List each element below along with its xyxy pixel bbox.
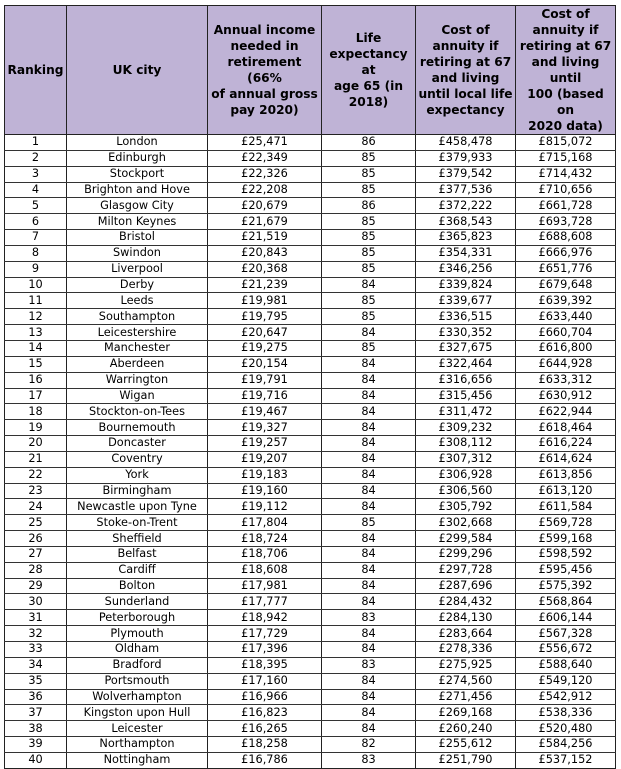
- cell-annual-income: £18,706: [208, 546, 322, 562]
- cell-ranking: 31: [5, 610, 67, 626]
- cell-annuity-100: £651,776: [516, 261, 616, 277]
- cell-annuity-local: £306,560: [416, 483, 516, 499]
- cell-life-expectancy: 84: [322, 325, 416, 341]
- cell-annual-income: £16,265: [208, 721, 322, 737]
- cell-uk-city: Aberdeen: [67, 356, 208, 372]
- retirement-table-wrapper: [4, 5, 616, 769]
- cell-annuity-local: £377,536: [416, 182, 516, 198]
- cell-life-expectancy: 85: [322, 245, 416, 261]
- cell-uk-city: Brighton and Hove: [67, 182, 208, 198]
- cell-annuity-local: £278,336: [416, 642, 516, 658]
- cell-annuity-100: £611,584: [516, 499, 616, 515]
- cell-annual-income: £20,368: [208, 261, 322, 277]
- cell-annual-income: £17,981: [208, 578, 322, 594]
- cell-life-expectancy: 84: [322, 626, 416, 642]
- cell-life-expectancy: 85: [322, 150, 416, 166]
- table-row: [5, 721, 616, 737]
- cell-ranking: 4: [5, 182, 67, 198]
- cell-annuity-local: £372,222: [416, 198, 516, 214]
- table-row: [5, 752, 616, 768]
- cell-ranking: 16: [5, 372, 67, 388]
- table-row: [5, 420, 616, 436]
- cell-ranking: 30: [5, 594, 67, 610]
- cell-ranking: 10: [5, 277, 67, 293]
- header-annuity-local: Cost of annuity if retiring at 67 and living until local life expectancy: [416, 6, 516, 135]
- cell-ranking: 6: [5, 214, 67, 230]
- cell-uk-city: Bradford: [67, 657, 208, 673]
- cell-ranking: 35: [5, 673, 67, 689]
- cell-ranking: 11: [5, 293, 67, 309]
- table-row: [5, 546, 616, 562]
- table-row: [5, 166, 616, 182]
- cell-life-expectancy: 84: [322, 546, 416, 562]
- cell-annuity-local: £336,515: [416, 309, 516, 325]
- header-annuity-100: Cost of annuity if retiring at 67 and living until 100 (based on 2020 data): [516, 6, 616, 135]
- table-body: [5, 135, 616, 769]
- cell-annuity-local: £307,312: [416, 451, 516, 467]
- cell-annuity-100: £644,928: [516, 356, 616, 372]
- cell-ranking: 12: [5, 309, 67, 325]
- cell-annuity-local: £368,543: [416, 214, 516, 230]
- cell-annuity-local: £365,823: [416, 230, 516, 246]
- cell-annuity-100: £569,728: [516, 515, 616, 531]
- cell-uk-city: Glasgow City: [67, 198, 208, 214]
- cell-life-expectancy: 84: [322, 388, 416, 404]
- cell-annuity-local: £339,677: [416, 293, 516, 309]
- cell-annuity-100: £613,856: [516, 467, 616, 483]
- table-row: [5, 578, 616, 594]
- cell-uk-city: Bristol: [67, 230, 208, 246]
- cell-annual-income: £17,396: [208, 642, 322, 658]
- cell-uk-city: Leeds: [67, 293, 208, 309]
- cell-uk-city: Plymouth: [67, 626, 208, 642]
- cell-uk-city: Belfast: [67, 546, 208, 562]
- table-row: [5, 689, 616, 705]
- cell-uk-city: Wigan: [67, 388, 208, 404]
- table-row: [5, 642, 616, 658]
- table-row: [5, 214, 616, 230]
- cell-annuity-100: £606,144: [516, 610, 616, 626]
- cell-annuity-100: £633,440: [516, 309, 616, 325]
- cell-annuity-local: £302,668: [416, 515, 516, 531]
- cell-annuity-100: £613,120: [516, 483, 616, 499]
- cell-annuity-local: £275,925: [416, 657, 516, 673]
- cell-life-expectancy: 84: [322, 531, 416, 547]
- cell-annuity-local: £315,456: [416, 388, 516, 404]
- cell-uk-city: Stoke-on-Trent: [67, 515, 208, 531]
- table-row: [5, 325, 616, 341]
- cell-annuity-100: £595,456: [516, 562, 616, 578]
- cell-life-expectancy: 84: [322, 562, 416, 578]
- cell-ranking: 28: [5, 562, 67, 578]
- cell-life-expectancy: 85: [322, 261, 416, 277]
- cell-annuity-100: £599,168: [516, 531, 616, 547]
- table-row: [5, 610, 616, 626]
- cell-annuity-local: £306,928: [416, 467, 516, 483]
- cell-annual-income: £18,608: [208, 562, 322, 578]
- cell-ranking: 14: [5, 340, 67, 356]
- table-row: [5, 531, 616, 547]
- table-row: [5, 499, 616, 515]
- cell-annuity-100: £660,704: [516, 325, 616, 341]
- table-row: [5, 562, 616, 578]
- cell-annuity-100: £679,648: [516, 277, 616, 293]
- cell-annual-income: £22,349: [208, 150, 322, 166]
- cell-annual-income: £19,275: [208, 340, 322, 356]
- cell-annuity-100: £715,168: [516, 150, 616, 166]
- cell-annuity-100: £616,224: [516, 436, 616, 452]
- cell-uk-city: Coventry: [67, 451, 208, 467]
- table-row: [5, 673, 616, 689]
- cell-annuity-100: £538,336: [516, 705, 616, 721]
- cell-annuity-local: £379,542: [416, 166, 516, 182]
- cell-annual-income: £22,326: [208, 166, 322, 182]
- cell-ranking: 18: [5, 404, 67, 420]
- cell-annual-income: £16,966: [208, 689, 322, 705]
- cell-ranking: 20: [5, 436, 67, 452]
- cell-annuity-local: £354,331: [416, 245, 516, 261]
- cell-annuity-100: £693,728: [516, 214, 616, 230]
- cell-life-expectancy: 83: [322, 752, 416, 768]
- cell-uk-city: Liverpool: [67, 261, 208, 277]
- cell-annual-income: £25,471: [208, 135, 322, 151]
- cell-ranking: 19: [5, 420, 67, 436]
- cell-annual-income: £18,942: [208, 610, 322, 626]
- cell-annual-income: £20,679: [208, 198, 322, 214]
- cell-life-expectancy: 85: [322, 309, 416, 325]
- table-row: [5, 182, 616, 198]
- cell-life-expectancy: 84: [322, 451, 416, 467]
- cell-life-expectancy: 84: [322, 578, 416, 594]
- cell-uk-city: Portsmouth: [67, 673, 208, 689]
- cell-ranking: 34: [5, 657, 67, 673]
- table-row: [5, 135, 616, 151]
- cell-annuity-local: £309,232: [416, 420, 516, 436]
- cell-uk-city: Sunderland: [67, 594, 208, 610]
- cell-uk-city: Wolverhampton: [67, 689, 208, 705]
- cell-ranking: 17: [5, 388, 67, 404]
- cell-annuity-100: £622,944: [516, 404, 616, 420]
- cell-ranking: 3: [5, 166, 67, 182]
- cell-annual-income: £19,791: [208, 372, 322, 388]
- cell-uk-city: Peterborough: [67, 610, 208, 626]
- table-row: [5, 372, 616, 388]
- cell-annual-income: £16,823: [208, 705, 322, 721]
- cell-annuity-local: £327,675: [416, 340, 516, 356]
- cell-annual-income: £19,981: [208, 293, 322, 309]
- cell-annual-income: £20,647: [208, 325, 322, 341]
- cell-uk-city: Leicester: [67, 721, 208, 737]
- cell-annuity-local: £255,612: [416, 737, 516, 753]
- cell-annuity-100: £633,312: [516, 372, 616, 388]
- cell-uk-city: Manchester: [67, 340, 208, 356]
- cell-annual-income: £17,777: [208, 594, 322, 610]
- cell-annuity-local: £251,790: [416, 752, 516, 768]
- cell-ranking: 24: [5, 499, 67, 515]
- cell-life-expectancy: 84: [322, 483, 416, 499]
- cell-annual-income: £18,395: [208, 657, 322, 673]
- cell-ranking: 37: [5, 705, 67, 721]
- cell-uk-city: Cardiff: [67, 562, 208, 578]
- cell-ranking: 40: [5, 752, 67, 768]
- cell-annuity-100: £598,592: [516, 546, 616, 562]
- cell-annuity-local: £297,728: [416, 562, 516, 578]
- cell-annuity-local: £379,933: [416, 150, 516, 166]
- cell-ranking: 2: [5, 150, 67, 166]
- cell-uk-city: Southampton: [67, 309, 208, 325]
- cell-annuity-100: £614,624: [516, 451, 616, 467]
- cell-annuity-100: £616,800: [516, 340, 616, 356]
- cell-ranking: 29: [5, 578, 67, 594]
- table-header: [5, 6, 616, 135]
- cell-uk-city: Stockport: [67, 166, 208, 182]
- cell-annual-income: £17,804: [208, 515, 322, 531]
- cell-life-expectancy: 84: [322, 642, 416, 658]
- cell-ranking: 33: [5, 642, 67, 658]
- cell-life-expectancy: 84: [322, 356, 416, 372]
- cell-annuity-100: £688,608: [516, 230, 616, 246]
- cell-ranking: 36: [5, 689, 67, 705]
- cell-annuity-local: £322,464: [416, 356, 516, 372]
- cell-ranking: 26: [5, 531, 67, 547]
- cell-annuity-local: £330,352: [416, 325, 516, 341]
- cell-life-expectancy: 84: [322, 499, 416, 515]
- cell-life-expectancy: 85: [322, 214, 416, 230]
- cell-annual-income: £16,786: [208, 752, 322, 768]
- cell-annual-income: £19,207: [208, 451, 322, 467]
- cell-annual-income: £21,519: [208, 230, 322, 246]
- cell-life-expectancy: 84: [322, 721, 416, 737]
- table-row: [5, 515, 616, 531]
- cell-life-expectancy: 86: [322, 135, 416, 151]
- cell-annuity-local: £299,296: [416, 546, 516, 562]
- cell-annuity-100: £630,912: [516, 388, 616, 404]
- table-row: [5, 467, 616, 483]
- cell-ranking: 21: [5, 451, 67, 467]
- cell-uk-city: Warrington: [67, 372, 208, 388]
- table-row: [5, 309, 616, 325]
- cell-uk-city: Newcastle upon Tyne: [67, 499, 208, 515]
- cell-life-expectancy: 84: [322, 404, 416, 420]
- cell-uk-city: London: [67, 135, 208, 151]
- cell-uk-city: Northampton: [67, 737, 208, 753]
- cell-life-expectancy: 85: [322, 166, 416, 182]
- cell-ranking: 13: [5, 325, 67, 341]
- cell-annual-income: £19,467: [208, 404, 322, 420]
- cell-life-expectancy: 86: [322, 198, 416, 214]
- cell-annuity-local: £308,112: [416, 436, 516, 452]
- cell-annual-income: £17,729: [208, 626, 322, 642]
- table-row: [5, 230, 616, 246]
- cell-uk-city: Nottingham: [67, 752, 208, 768]
- cell-life-expectancy: 85: [322, 182, 416, 198]
- cell-life-expectancy: 84: [322, 705, 416, 721]
- header-ranking: Ranking: [5, 6, 67, 135]
- cell-ranking: 38: [5, 721, 67, 737]
- table-row: [5, 451, 616, 467]
- table-row: [5, 705, 616, 721]
- cell-ranking: 5: [5, 198, 67, 214]
- cell-annuity-local: £299,584: [416, 531, 516, 547]
- cell-life-expectancy: 84: [322, 673, 416, 689]
- cell-annual-income: £21,679: [208, 214, 322, 230]
- cell-ranking: 7: [5, 230, 67, 246]
- cell-annuity-100: £584,256: [516, 737, 616, 753]
- cell-annuity-local: £346,256: [416, 261, 516, 277]
- cell-ranking: 25: [5, 515, 67, 531]
- cell-annuity-100: £537,152: [516, 752, 616, 768]
- cell-uk-city: Sheffield: [67, 531, 208, 547]
- cell-life-expectancy: 85: [322, 515, 416, 531]
- cell-life-expectancy: 83: [322, 657, 416, 673]
- table-row: [5, 594, 616, 610]
- cell-annuity-local: £316,656: [416, 372, 516, 388]
- cell-ranking: 8: [5, 245, 67, 261]
- cell-life-expectancy: 84: [322, 372, 416, 388]
- cell-annuity-local: £339,824: [416, 277, 516, 293]
- cell-annuity-local: £274,560: [416, 673, 516, 689]
- header-annual-income: Annual income needed in retirement (66% of annual gross pay 2020): [208, 6, 322, 135]
- cell-annual-income: £18,258: [208, 737, 322, 753]
- table-row: [5, 737, 616, 753]
- cell-uk-city: Leicestershire: [67, 325, 208, 341]
- cell-annual-income: £17,160: [208, 673, 322, 689]
- cell-life-expectancy: 84: [322, 594, 416, 610]
- cell-annuity-100: £710,656: [516, 182, 616, 198]
- table-row: [5, 404, 616, 420]
- cell-annual-income: £19,112: [208, 499, 322, 515]
- header-life-expectancy: Life expectancy at age 65 (in 2018): [322, 6, 416, 135]
- cell-uk-city: Milton Keynes: [67, 214, 208, 230]
- cell-annuity-local: £287,696: [416, 578, 516, 594]
- table-row: [5, 277, 616, 293]
- cell-annuity-100: £661,728: [516, 198, 616, 214]
- cell-annual-income: £20,843: [208, 245, 322, 261]
- cell-life-expectancy: 85: [322, 340, 416, 356]
- cell-uk-city: Oldham: [67, 642, 208, 658]
- cell-life-expectancy: 84: [322, 689, 416, 705]
- cell-annuity-local: £305,792: [416, 499, 516, 515]
- cell-annual-income: £19,160: [208, 483, 322, 499]
- cell-ranking: 22: [5, 467, 67, 483]
- cell-annuity-100: £549,120: [516, 673, 616, 689]
- table-row: [5, 436, 616, 452]
- table-row: [5, 483, 616, 499]
- cell-annuity-local: £284,130: [416, 610, 516, 626]
- cell-annuity-100: £520,480: [516, 721, 616, 737]
- cell-annual-income: £19,257: [208, 436, 322, 452]
- cell-uk-city: Derby: [67, 277, 208, 293]
- header-row: [5, 6, 616, 135]
- table-row: [5, 340, 616, 356]
- cell-ranking: 1: [5, 135, 67, 151]
- table-row: [5, 657, 616, 673]
- table-row: [5, 261, 616, 277]
- cell-uk-city: Doncaster: [67, 436, 208, 452]
- cell-annuity-local: £284,432: [416, 594, 516, 610]
- cell-annuity-100: £618,464: [516, 420, 616, 436]
- cell-annuity-100: £542,912: [516, 689, 616, 705]
- table-row: [5, 150, 616, 166]
- retirement-cost-table: [4, 5, 616, 769]
- cell-annuity-local: £283,664: [416, 626, 516, 642]
- cell-annuity-local: £260,240: [416, 721, 516, 737]
- cell-annual-income: £21,239: [208, 277, 322, 293]
- cell-uk-city: York: [67, 467, 208, 483]
- cell-annuity-100: £815,072: [516, 135, 616, 151]
- cell-life-expectancy: 84: [322, 436, 416, 452]
- table-row: [5, 293, 616, 309]
- cell-life-expectancy: 85: [322, 293, 416, 309]
- table-row: [5, 388, 616, 404]
- cell-ranking: 39: [5, 737, 67, 753]
- table-row: [5, 356, 616, 372]
- cell-ranking: 9: [5, 261, 67, 277]
- cell-ranking: 15: [5, 356, 67, 372]
- cell-annuity-100: £567,328: [516, 626, 616, 642]
- table-row: [5, 245, 616, 261]
- cell-annuity-local: £458,478: [416, 135, 516, 151]
- cell-annuity-local: £311,472: [416, 404, 516, 420]
- cell-annuity-100: £714,432: [516, 166, 616, 182]
- cell-uk-city: Swindon: [67, 245, 208, 261]
- cell-uk-city: Bournemouth: [67, 420, 208, 436]
- cell-annual-income: £19,795: [208, 309, 322, 325]
- cell-annuity-100: £666,976: [516, 245, 616, 261]
- cell-ranking: 32: [5, 626, 67, 642]
- cell-life-expectancy: 83: [322, 610, 416, 626]
- cell-uk-city: Bolton: [67, 578, 208, 594]
- cell-life-expectancy: 84: [322, 467, 416, 483]
- cell-ranking: 27: [5, 546, 67, 562]
- cell-annual-income: £19,716: [208, 388, 322, 404]
- cell-ranking: 23: [5, 483, 67, 499]
- cell-annuity-local: £271,456: [416, 689, 516, 705]
- cell-annuity-100: £588,640: [516, 657, 616, 673]
- cell-uk-city: Stockton-on-Tees: [67, 404, 208, 420]
- table-row: [5, 198, 616, 214]
- cell-life-expectancy: 85: [322, 230, 416, 246]
- table-row: [5, 626, 616, 642]
- cell-annuity-100: £575,392: [516, 578, 616, 594]
- cell-life-expectancy: 82: [322, 737, 416, 753]
- cell-uk-city: Edinburgh: [67, 150, 208, 166]
- cell-uk-city: Birmingham: [67, 483, 208, 499]
- header-uk-city: UK city: [67, 6, 208, 135]
- cell-life-expectancy: 84: [322, 277, 416, 293]
- cell-annuity-100: £639,392: [516, 293, 616, 309]
- cell-annuity-100: £568,864: [516, 594, 616, 610]
- cell-annual-income: £20,154: [208, 356, 322, 372]
- cell-annual-income: £19,327: [208, 420, 322, 436]
- cell-annual-income: £19,183: [208, 467, 322, 483]
- cell-annual-income: £22,208: [208, 182, 322, 198]
- cell-annuity-100: £556,672: [516, 642, 616, 658]
- cell-life-expectancy: 84: [322, 420, 416, 436]
- cell-annuity-local: £269,168: [416, 705, 516, 721]
- cell-uk-city: Kingston upon Hull: [67, 705, 208, 721]
- cell-annual-income: £18,724: [208, 531, 322, 547]
